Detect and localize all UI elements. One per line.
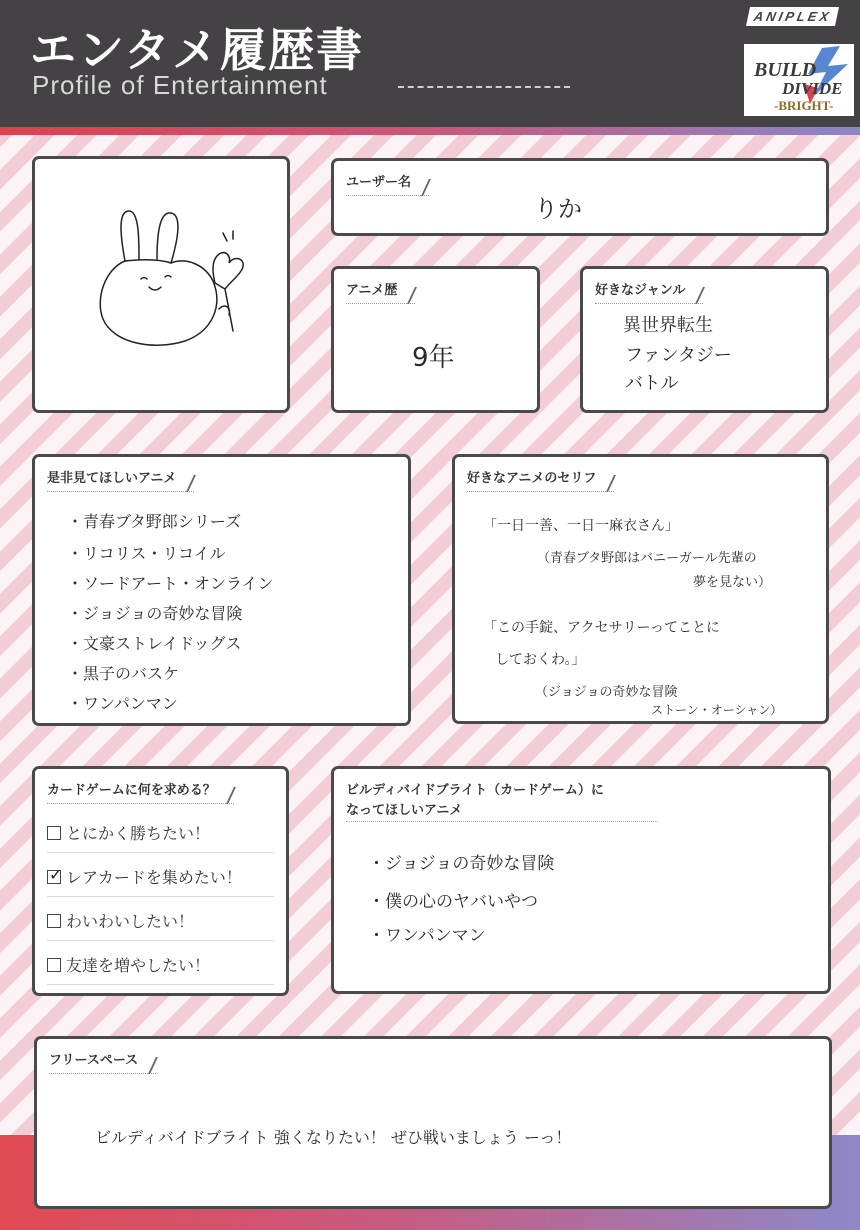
list-item: ・ジョジョの奇妙な冒険	[368, 854, 555, 874]
label-underline	[346, 821, 658, 822]
checkbox[interactable]	[47, 958, 61, 972]
card-game-card	[32, 766, 289, 996]
checkbox[interactable]	[47, 914, 61, 928]
build-divide-logo	[744, 44, 854, 116]
quote-source: ストーン・オーシャン）	[651, 703, 783, 717]
title-divider	[398, 86, 570, 88]
list-item: ・僕の心のヤバいやつ	[368, 892, 538, 912]
list-item: ・ジョジョの奇妙な冒険	[67, 604, 243, 623]
bdb-anime-label-line2: なってほしいアニメ	[346, 803, 463, 818]
checkbox-option[interactable]	[47, 813, 274, 853]
anime-history-card	[331, 266, 540, 413]
quote-text: しておくわ。」	[495, 652, 586, 668]
quote-text: 「この手錠、アクセサリーってことに	[483, 620, 721, 636]
quote-source: 夢を見ない）	[693, 575, 772, 590]
checkbox-checked[interactable]	[47, 864, 63, 884]
list-item: ・ワンパンマン	[368, 926, 486, 946]
anime-history-value: 9年	[412, 343, 455, 373]
logo-text-build: BUILD	[754, 59, 817, 81]
recommended-anime-label: 是非見てほしいアニメ	[47, 467, 194, 492]
bdb-anime-label-line1: ビルディバイドブライト（カードゲーム）に	[346, 783, 604, 798]
page-title: エンタメ履歴書	[30, 23, 365, 77]
checkbox-label: レアカードを集めたい！	[66, 868, 242, 887]
checkbox-label: とにかく勝ちたい！	[66, 824, 211, 843]
list-item: ・リコリス・リコイル	[67, 544, 226, 563]
header-bar	[0, 0, 860, 127]
free-space-label: フリースペース	[49, 1049, 156, 1074]
logo-text-bright: -BRIGHT-	[774, 98, 834, 113]
checkbox-option[interactable]	[47, 945, 274, 985]
list-item: ・ワンパンマン	[67, 694, 178, 713]
username-label: ユーザー名	[346, 171, 429, 196]
genre-item: 異世界転生	[623, 315, 713, 336]
free-space-text: ビルディバイドブライト 強くなりたい！ ぜひ戦いましょう ーっ！	[95, 1128, 572, 1147]
free-space-card	[34, 1036, 832, 1209]
list-item: ・ソードアート・オンライン	[67, 574, 274, 593]
recommended-anime-card	[32, 454, 411, 726]
checkbox-label: わいわいしたい！	[66, 912, 195, 931]
card-game-label: カードゲームに何を求める？	[47, 779, 234, 804]
list-item: ・文豪ストレイドッグス	[67, 634, 242, 653]
avatar-card	[32, 156, 290, 413]
favorite-lines-card	[452, 454, 829, 724]
aniplex-logo: ANIPLEX	[746, 7, 839, 26]
checkbox-label: 友達を増やしたい！	[66, 956, 211, 975]
bdb-anime-card	[331, 766, 831, 994]
favorite-lines-label: 好きなアニメのセリフ	[467, 467, 614, 492]
username-card	[331, 158, 829, 236]
favorite-genre-label: 好きなジャンル	[595, 279, 703, 304]
anime-history-label: アニメ歴	[346, 279, 415, 304]
check-icon: ✓	[49, 864, 63, 884]
quote-source: （青春ブタ野郎はバニーガール先輩の	[537, 551, 757, 566]
list-item: ・黒子のバスケ	[67, 664, 180, 683]
username-value: りか	[534, 195, 582, 223]
genre-item: バトル	[625, 373, 679, 394]
page-subtitle: Profile of Entertainment	[32, 70, 328, 100]
checkbox-option[interactable]	[47, 901, 274, 941]
favorite-genre-card	[580, 266, 829, 413]
header-accent-stripe	[0, 127, 860, 135]
logo-text-divide: DIVIDE	[782, 79, 843, 98]
bunny-drawing	[35, 159, 287, 410]
checkbox-option[interactable]	[47, 857, 274, 897]
list-item: ・青春ブタ野郎シリーズ	[67, 512, 242, 531]
quote-text: 「一日一善、一日一麻衣さん」	[483, 518, 679, 534]
checkbox[interactable]	[47, 826, 61, 840]
genre-item: ファンタジー	[625, 345, 732, 366]
quote-source: （ジョジョの奇妙な冒険	[535, 685, 678, 700]
